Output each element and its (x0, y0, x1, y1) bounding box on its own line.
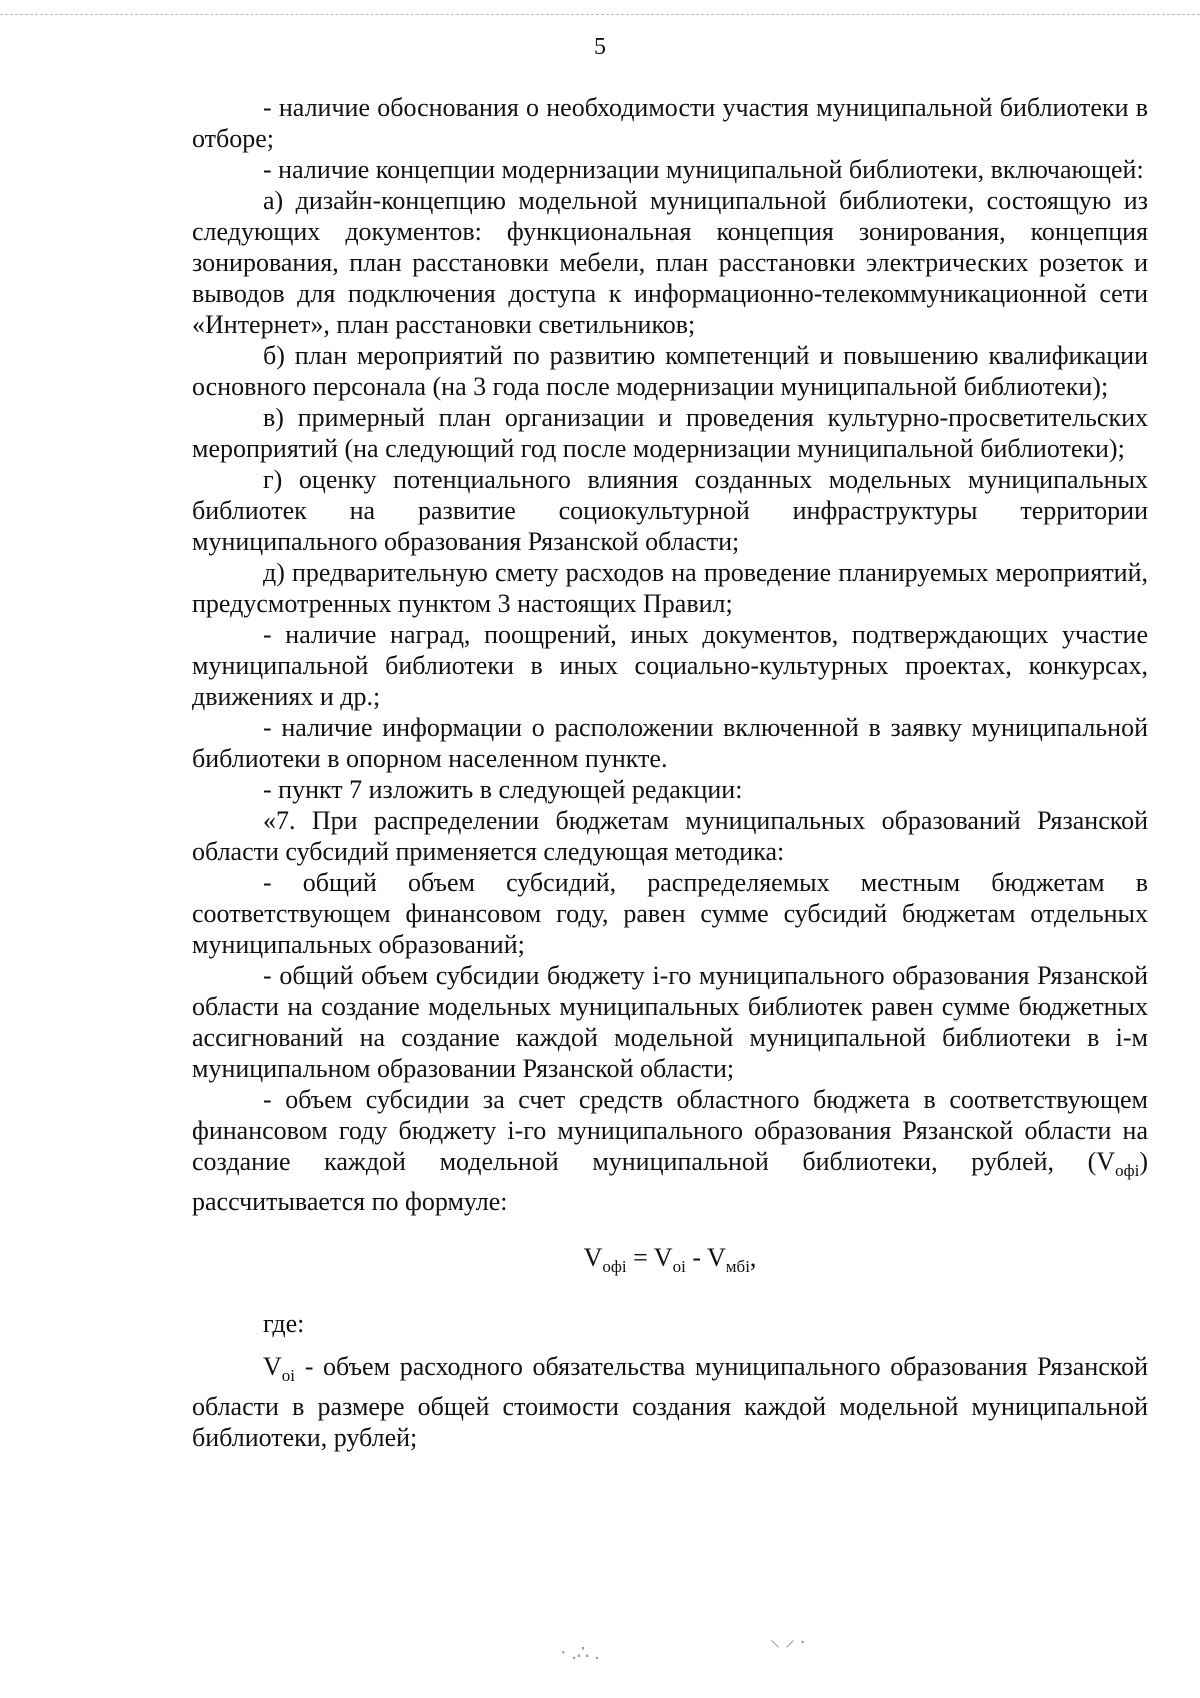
scan-smudge-left: · .∴ . (560, 1642, 600, 1664)
where-label: где: (263, 1309, 305, 1338)
paragraph-item-b: б) план мероприятий по развитию компетенций и повышению квалификации основного персонала (на 3 года после модернизации муниципальной библиотеки); (192, 341, 1148, 401)
paragraph-total-volume: - общий объем субсидий, распределяемых местным бюджетам в соответствующем финансовом году, равен сумме субсидий бюджетам отдельных муниципальных образований; (192, 868, 1148, 959)
paragraph-point-7: «7. При распределении бюджетам муниципальных образований Рязанской области субсидий применяется следующая методика: (192, 806, 1148, 866)
paragraph-formula-intro: - объем субсидии за счет средств областного бюджета в соответствующем финансовом году бюджету i-го муниципального образования Рязанской области на создание каждой модельной муниципальной библиотеки, рублей, $(V_{офi})$ рассчитывается по формуле: (192, 1085, 1148, 1216)
document-body (192, 92, 1148, 1453)
page-number: 5 (594, 34, 606, 60)
paragraph-point-7-intro: - пункт 7 изложить в следующей редакции: (263, 775, 743, 804)
scan-smudge-right: ⸜ ⸝ ⸳ (770, 1629, 806, 1651)
paragraph-awards: - наличие наград, поощрений, иных документов, подтверждающих участие муниципальной библиотеки в иных социально-культурных проектах, конкурсах, движениях и др.; (192, 620, 1148, 711)
paragraph-location: - наличие информации о расположении включенной в заявку муниципальной библиотеки в опорном населенном пункте. (192, 713, 1148, 773)
paragraph-justification: - наличие обоснования о необходимости участия муниципальной библиотеки в отборе; (192, 93, 1148, 153)
definition-voi: $V_{оi}$ - объем расходного обязательства муниципального образования Рязанской области в размере общей стоимости создания каждой модельной муниципальной библиотеки, рублей; (192, 1352, 1148, 1452)
paragraph-item-g: г) оценку потенциального влияния созданных модельных муниципальных библиотек на развитие социокультурной инфраструктуры территории муниципального образования Рязанской области; (192, 465, 1148, 556)
paragraph-item-a: а) дизайн-концепцию модельной муниципальной библиотеки, состоящую из следующих документов: функциональная концепция зонирования, концепция зонирования, план расстановки мебели, план расстановки электрических розеток и выводов для подключения доступа к информационно-телекоммуникационной сети «Интернет», план расстановки светильников; (192, 186, 1148, 339)
paragraph-subsidy-i: - общий объем субсидии бюджету i-го муниципального образования Рязанской области на создание модельных муниципальных библиотек равен сумме бюджетных ассигнований на создание каждой модельной муниципальной библиотеки в i-м муниципальном образовании Рязанской области; (192, 961, 1148, 1083)
formula: $V_{офi} = V_{оi} - V_{мбi}$, (583, 1243, 757, 1276)
top-scan-rule (0, 14, 1200, 15)
paragraph-concept: - наличие концепции модернизации муниципальной библиотеки, включающей: (263, 155, 1144, 184)
paragraph-item-v: в) примерный план организации и проведения культурно-просветительских мероприятий (на следующий год после модернизации муниципальной библиотеки); (192, 403, 1148, 463)
paragraph-item-d: д) предварительную смету расходов на проведение планируемых мероприятий, предусмотренных пунктом 3 настоящих Правил; (192, 558, 1148, 618)
